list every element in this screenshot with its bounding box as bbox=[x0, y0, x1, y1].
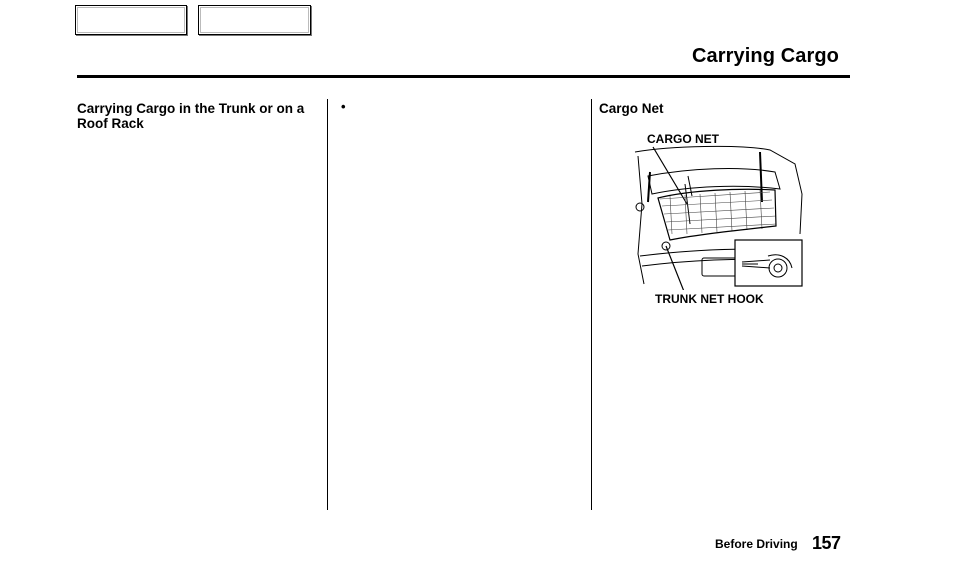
next-page-button[interactable] bbox=[198, 5, 311, 35]
bullet-point: • bbox=[341, 99, 346, 114]
section-heading-cargo-net: Cargo Net bbox=[599, 101, 664, 116]
cargo-net-illustration bbox=[630, 144, 804, 290]
column-divider bbox=[327, 99, 328, 510]
page-title: Carrying Cargo bbox=[692, 45, 839, 67]
column-divider bbox=[591, 99, 592, 510]
trunk-net-hook-callout: TRUNK NET HOOK bbox=[655, 292, 764, 306]
cargo-net-callout: CARGO NET bbox=[647, 132, 719, 146]
section-heading-trunk-roof-rack: Carrying Cargo in the Trunk or on a Roof Rack bbox=[77, 101, 305, 131]
previous-page-button[interactable] bbox=[75, 5, 187, 35]
footer-section-name: Before Driving bbox=[715, 537, 798, 551]
title-rule bbox=[77, 75, 850, 78]
page-number: 157 bbox=[812, 533, 841, 553]
